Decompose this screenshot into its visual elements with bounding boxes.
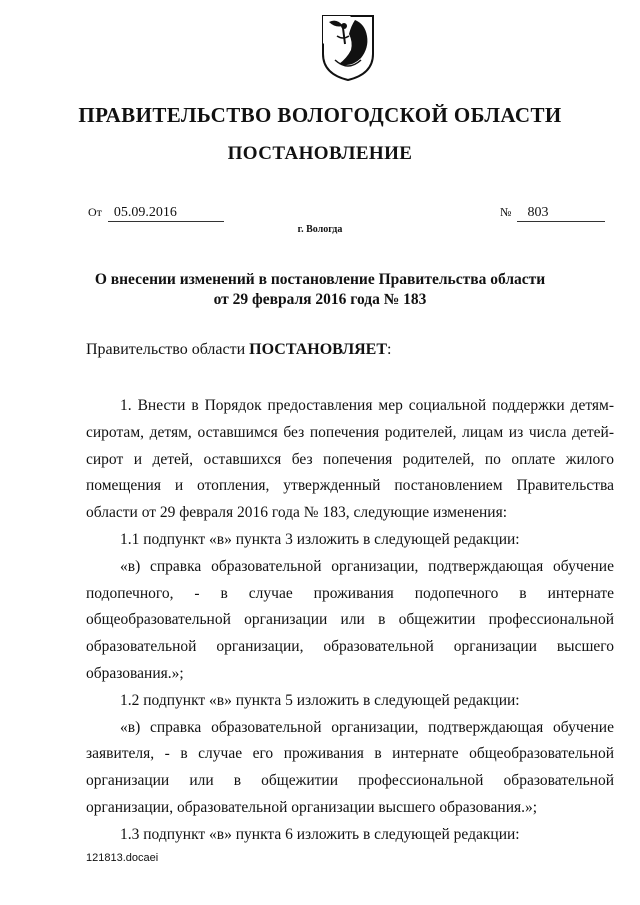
- preamble-suffix: :: [387, 341, 392, 358]
- document-body: [86, 393, 614, 849]
- city: г. Вологда: [297, 224, 343, 235]
- body-paragraph: «в) справка образовательной организации, подтверждающая обучение заявителя, - в случае его проживания в интернате общеобразовательной организации или в общежитии профессиональной образовательной организации, образовательной организации высшего образования.»;: [86, 718, 614, 816]
- body-paragraph: 1.1 подпункт «в» пункта 3 изложить в следующей редакции:: [120, 530, 520, 548]
- preamble: [86, 341, 391, 359]
- preamble-text: Правительство области: [86, 341, 250, 358]
- vologda-coat-of-arms-icon: [321, 14, 375, 82]
- document-date: [88, 205, 224, 222]
- footer-file-name: 121813.docaei: [86, 852, 159, 864]
- government-title: ПРАВИТЕЛЬСТВО ВОЛОГОДСКОЙ ОБЛАСТИ: [78, 103, 562, 127]
- body-paragraph: 1.2 подпункт «в» пункта 5 изложить в следующей редакции:: [120, 691, 520, 709]
- body-paragraph: 1. Внести в Порядок предоставления мер социальной поддержки детям-сиротам, детям, оставшимся без попечения родителей, лицам из числа детей-сирот и детей, оставшихся без попечения родителей, по оплате жилого помещения и отопления, утвержденный постановлением Правительства области от 29 февраля 2016 года № 183, следующие изменения:: [86, 397, 614, 522]
- document-subject: [0, 270, 640, 310]
- subject-line-2: от 29 февраля 2016 года № 183: [213, 291, 427, 308]
- body-paragraph: «в) справка образовательной организации, подтверждающая обучение подопечного, - в случае проживания подопечного в интернате общеобразовательной организации или в общежитии профессиональной образовательной организации, образовательной организации высшего образования.»;: [86, 557, 614, 682]
- number-prefix: №: [500, 205, 512, 219]
- date-value: 05.09.2016: [108, 205, 224, 222]
- body-paragraph: 1.3 подпункт «в» пункта 6 изложить в следующей редакции:: [120, 825, 520, 843]
- document-number: [500, 205, 605, 222]
- date-prefix: От: [88, 205, 102, 219]
- number-value: 803: [517, 205, 605, 222]
- subject-line-1: О внесении изменений в постановление Правительства области: [94, 271, 546, 288]
- preamble-emphasis: ПОСТАНОВЛЯЕТ: [249, 341, 388, 358]
- document-type: ПОСТАНОВЛЕНИЕ: [227, 143, 413, 164]
